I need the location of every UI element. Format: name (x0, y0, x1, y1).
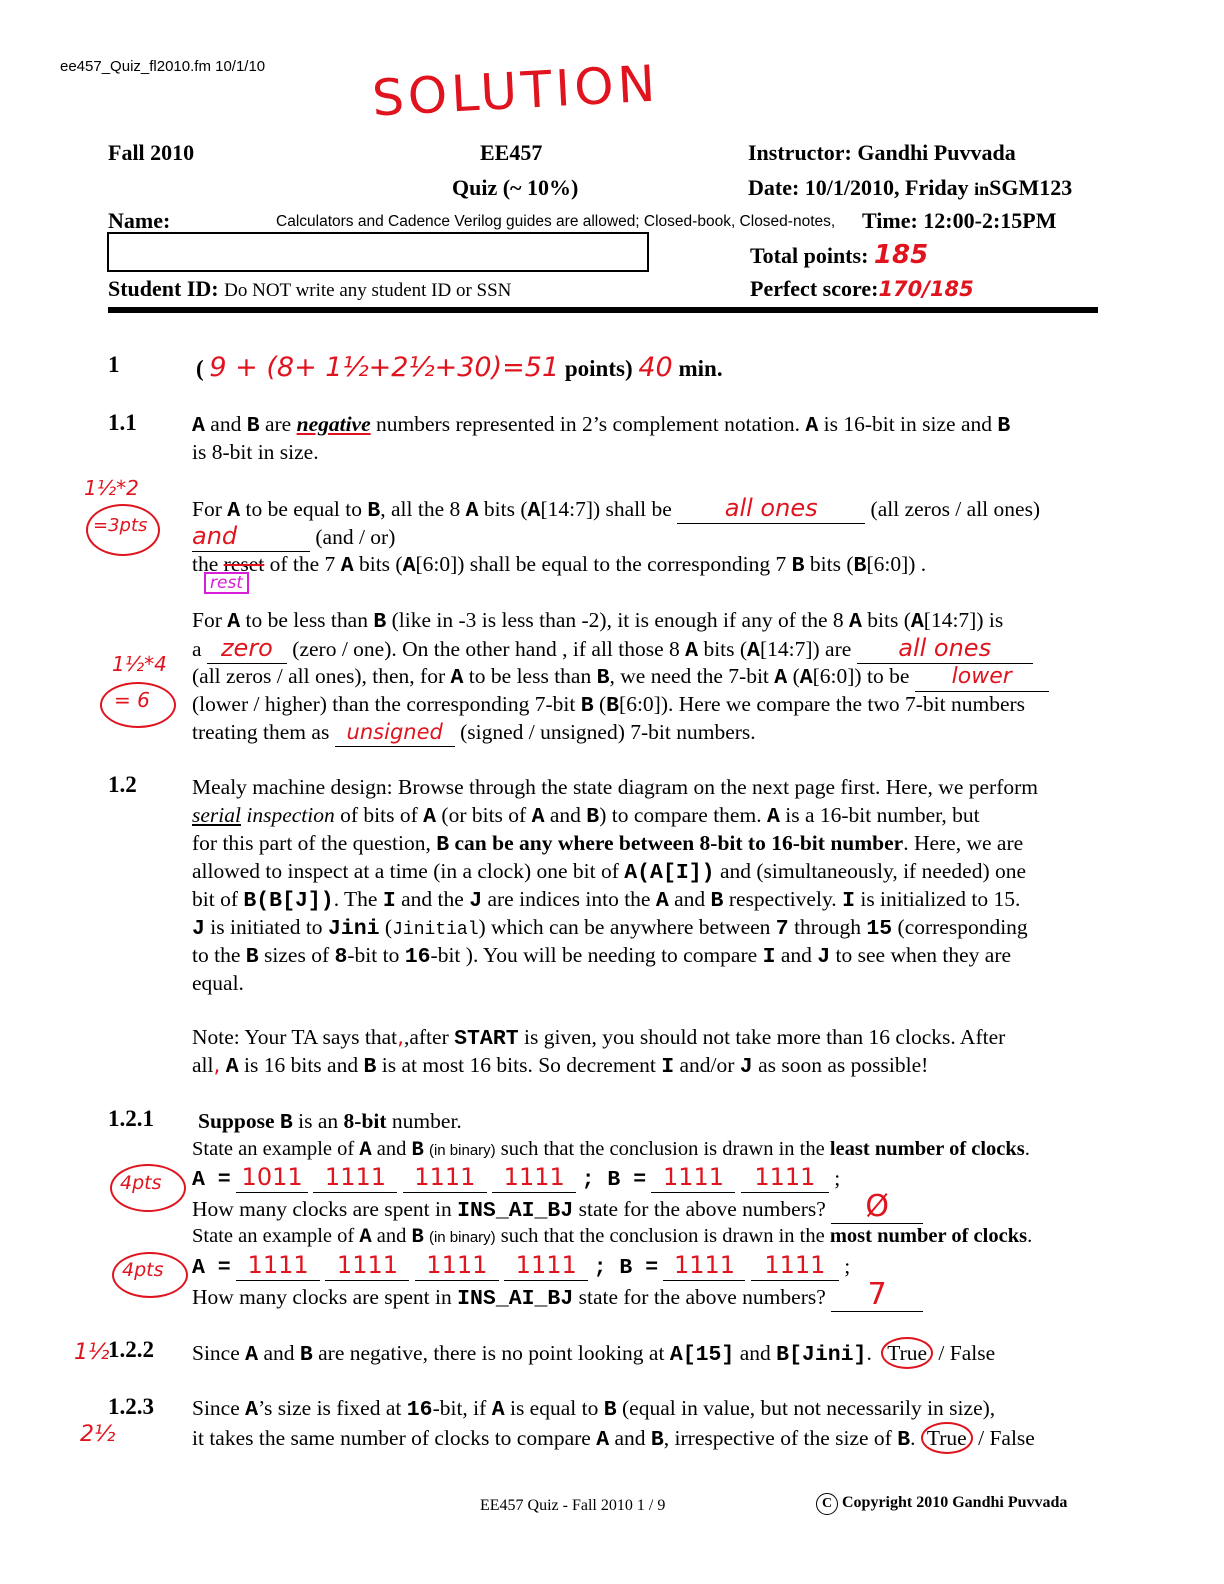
section-1-1: 1.1 (108, 410, 137, 435)
q1-2-1-clocks-q2: How many clocks are spent in INS_AI_BJ state for the above numbers? 7 (192, 1283, 923, 1313)
margin-score-2: 1½*4 (112, 652, 167, 676)
q1-2-line3: for this part of the question, B can be any where between 8-bit to 16-bit number. Here, we are (192, 831, 1024, 857)
q1-2-line1: Mealy machine design: Browse through the state diagram on the next page first. Here, we perform (192, 775, 1038, 799)
student-id: Student ID: Do NOT write any student ID or SSN (108, 276, 512, 301)
false-option-2[interactable]: / False (978, 1426, 1035, 1450)
perfect-score: Perfect score:170/185 (750, 276, 974, 301)
q1-2-1-example1: A = 1011 1111 1111 1111 ; B = 1111 1111 ; (192, 1163, 841, 1192)
q1-2-3-line1: Since A’s size is fixed at 16-bit, if A is equal to B (equal in value, but not necessarily in size), (192, 1396, 996, 1422)
term: Fall 2010 (108, 140, 195, 165)
copyright-icon: C (816, 1493, 838, 1515)
section-1-2-2: 1.2.2 (108, 1337, 154, 1362)
section-1-2: 1.2 (108, 772, 137, 797)
q1-1-p2-line4: (lower / higher) than the corresponding 7-bit B (B[6:0]). Here we compare the two 7-bit numbers (192, 692, 1026, 718)
margin-score-2b: = 6 (114, 688, 150, 712)
total-points: Total points: 185 (750, 240, 929, 270)
allowed-materials: Calculators and Cadence Verilog guides are allowed; Closed-book, Closed-notes, (276, 213, 836, 230)
q1-2-line2: serial inspection of bits of A (or bits of A and B) to compare them. A is a 16-bit number, but (192, 803, 980, 829)
q1-2-note-line1: Note: Your TA says that,,after START is given, you should not take more than 16 clocks. After (192, 1025, 1006, 1051)
exam-time: Time: 12:00-2:15PM (862, 208, 1057, 233)
margin-score-3: 4pts (120, 1172, 162, 1194)
quiz-weight: Quiz (~ 10%) (452, 175, 579, 200)
page-footer: EE457 Quiz - Fall 2010 1 / 9 (480, 1497, 666, 1514)
q1-1-p2-line5: treating them as unsigned (signed / unsigned) 7-bit numbers. (192, 718, 756, 747)
q1-2-1-example2: A = 1111 1111 1111 1111 ; B = 1111 1111 ; (192, 1251, 851, 1280)
file-stamp: ee457_Quiz_fl2010.fm 10/1/10 (60, 58, 266, 75)
q1-2-line7: to the B sizes of 8-bit to 16-bit ). You will be needing to compare I and J to see when they are (192, 943, 1012, 969)
q1-2-line6: J is initiated to Jini (Jinitial) which can be anywhere between 7 through 15 (corresponding (192, 915, 1028, 941)
q1-2-1-most-prompt: State an example of A and B (in binary) such that the conclusion is drawn in the most number of clocks. (192, 1225, 1033, 1249)
q1-2-note-line2: all, A is 16 bits and B is at most 16 bits. So decrement I and/or J as soon as possible! (192, 1053, 929, 1079)
q1-2-line5: bit of B(B[J]). The I and the J are indices into the A and B respectively. I is initialized to 15. (192, 887, 1021, 913)
q1-1-intro-line2: is 8-bit in size. (192, 440, 319, 464)
margin-score-1b: =3pts (93, 515, 148, 536)
q1-1-p1-line2: and (and / or) (192, 522, 396, 550)
section-1-2-3: 1.2.3 (108, 1394, 154, 1419)
question-number: 1 (108, 352, 120, 377)
q1-1-p2-line2: a zero (zero / one). On the other hand , if all those 8 A bits (A[14:7]) are all ones (192, 634, 1033, 665)
q1-2-1-clocks-q1: How many clocks are spent in INS_AI_BJ state for the above numbers? Ø (192, 1195, 923, 1225)
q1-2-1-title: Suppose B is an 8-bit number. (198, 1109, 462, 1135)
header-rule (108, 307, 1098, 313)
solution-mark: SOLUTION (370, 54, 661, 128)
q1-points-line: ( 9 + (8+ 1½+2½+30)=51 points) 40 min. (196, 352, 723, 383)
q1-2-3-line2: it takes the same number of clocks to compare A and B, irrespective of the size of B. True / False (192, 1422, 1035, 1454)
q1-1-p1-line1: For A to be equal to B, all the 8 A bits (A[14:7]) shall be all ones (all zeros / all ones) (192, 494, 1041, 523)
instructor: Instructor: Gandhi Puvvada (748, 140, 1016, 165)
copyright: C Copyright 2010 Gandhi Puvvada (816, 1493, 1067, 1515)
margin-score-4: 4pts (122, 1259, 164, 1281)
false-option[interactable]: / False (938, 1341, 996, 1365)
section-1-2-1: 1.2.1 (108, 1106, 154, 1131)
q1-2-1-least-prompt: State an example of A and B (in binary) such that the conclusion is drawn in the least number of clocks. (192, 1138, 1030, 1162)
margin-score-1: 1½*2 (84, 476, 139, 500)
correction-rest: rest (204, 572, 249, 594)
q1-2-line8: equal. (192, 971, 244, 995)
q1-1-p2-line3: (all zeros / all ones), then, for A to be less than B, we need the 7-bit A (A[6:0]) to be lower (192, 662, 1049, 692)
q1-1-intro-line1: A and B are negative numbers represented in 2’s complement notation. A is 16-bit in size and B (192, 412, 1011, 438)
margin-score-6: 2½ (80, 1422, 116, 1447)
q1-1-p2-line1: For A to be less than B (like in -3 is less than -2), it is enough if any of the 8 A bits (A[14:7]) is (192, 608, 1004, 634)
name-label: Name: (108, 208, 171, 233)
q1-1-p1-line3: the reset of the 7 A bits (A[6:0]) shall be equal to the corresponding 7 B bits (B[6:0]) . (192, 552, 927, 578)
true-option-selected[interactable]: True (881, 1337, 933, 1369)
name-input-box[interactable] (107, 232, 649, 272)
q1-2-line4: allowed to inspect at a time (in a clock) one bit of A(A[I]) and (simultaneously, if needed) one (192, 859, 1027, 885)
course-code: EE457 (480, 140, 543, 165)
q1-2-2-text: Since A and B are negative, there is no point looking at A[15] and B[Jini]. True / False (192, 1337, 995, 1369)
margin-score-5: 1½ (74, 1340, 110, 1365)
true-option-selected-2[interactable]: True (921, 1422, 973, 1454)
exam-date: Date: 10/1/2010, Friday inSGM123 (748, 175, 1073, 200)
